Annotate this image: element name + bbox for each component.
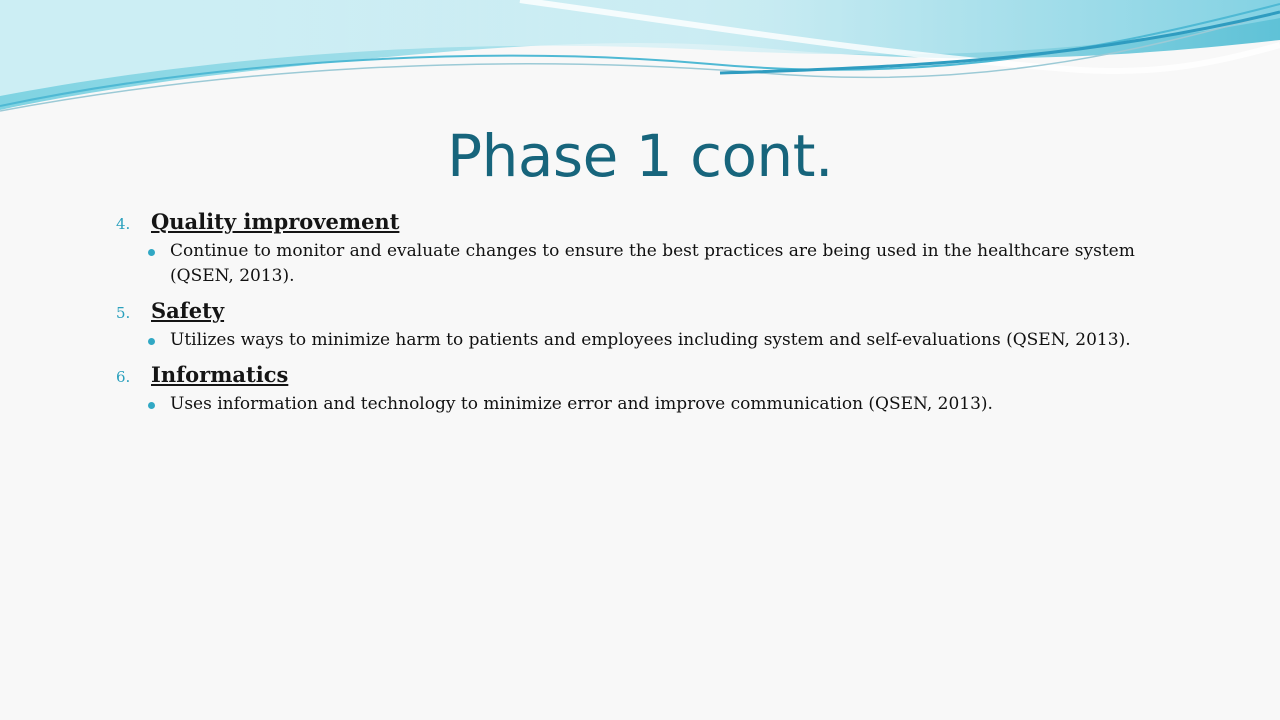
decorative-wave-header bbox=[0, 0, 1280, 130]
list-number: 4. bbox=[116, 215, 131, 233]
bullet-icon bbox=[148, 402, 155, 409]
list-heading: Safety bbox=[151, 298, 225, 323]
list-number: 5. bbox=[116, 304, 131, 322]
slide-title: Phase 1 cont. bbox=[447, 122, 833, 190]
bullet-item bbox=[170, 239, 1196, 289]
slide-content bbox=[116, 206, 1196, 423]
bullet-text: Utilizes ways to minimize harm to patients and employees including system and self-evaluations (QSEN, 2013). bbox=[170, 330, 1131, 350]
list-number: 6. bbox=[116, 368, 131, 386]
list-heading: Quality improvement bbox=[151, 209, 400, 234]
list-item-safety bbox=[116, 295, 1196, 353]
bullet-icon bbox=[148, 338, 155, 345]
bullet-text: Continue to monitor and evaluate changes to ensure the best practices are being used in the healthcare system (QSEN, 2013). bbox=[170, 241, 1135, 286]
list-item-quality-improvement bbox=[116, 206, 1196, 289]
bullet-icon bbox=[148, 249, 155, 256]
list-heading: Informatics bbox=[151, 362, 289, 387]
bullet-text: Uses information and technology to minimize error and improve communication (QSEN, 2013). bbox=[170, 394, 993, 414]
list-item-informatics bbox=[116, 359, 1196, 417]
bullet-item bbox=[170, 328, 1196, 353]
bullet-item bbox=[170, 392, 1196, 417]
